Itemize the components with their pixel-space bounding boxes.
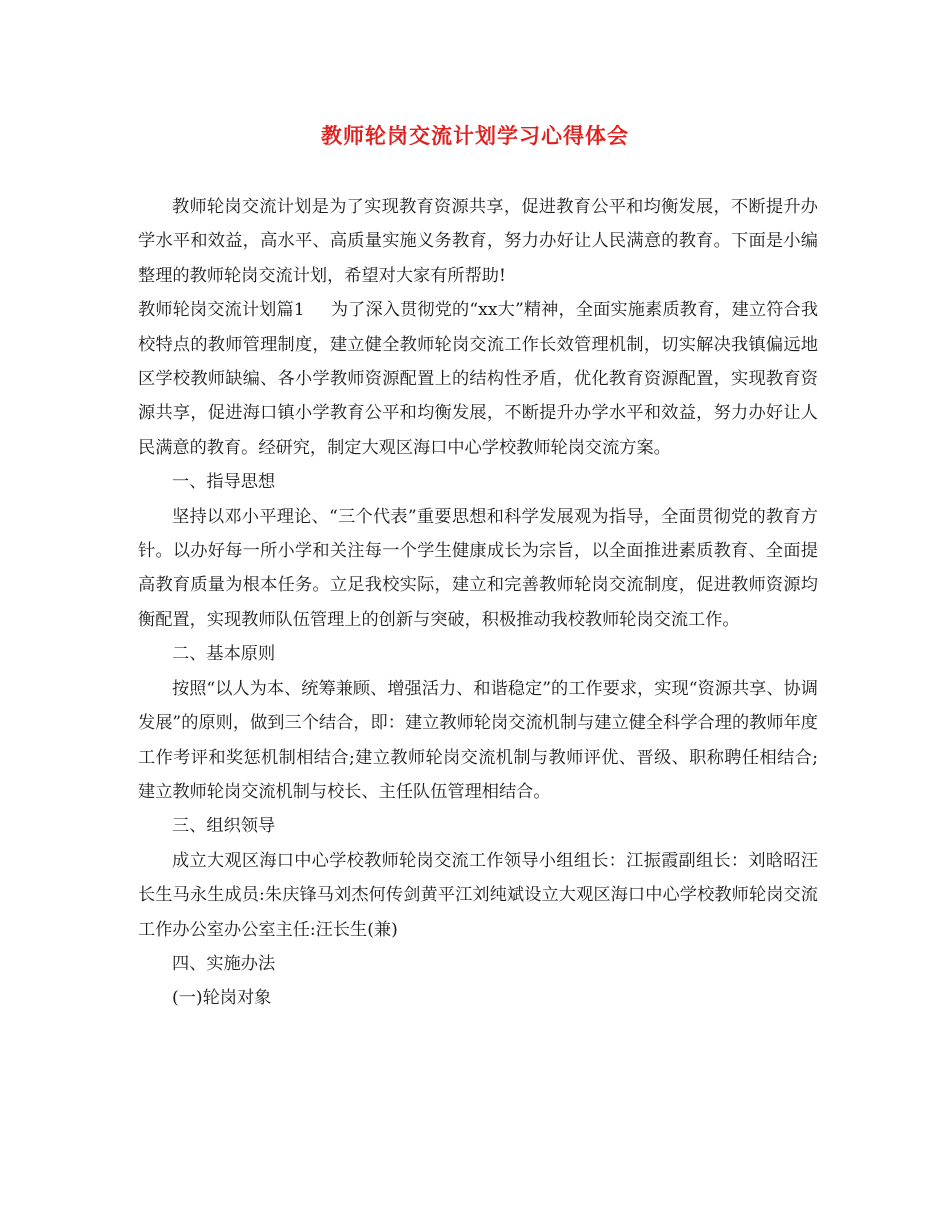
plan-heading: 教师轮岗交流计划篇1 [138,300,305,321]
plan-text: 为了深入贯彻党的“xx大”精神，全面实施素质教育，建立符合我校特点的教师管理制度，建立健全教师轮岗交流工作长效管理机制，切实解决我镇偏远地区学校教师缺编、各小学教师资源配置上的结构性矛盾，优化教育资源配置，实现教育资源共享，促进海口镇小学教育公平和均衡发展，不断提升办学水平和效益，努力办好让人民满意的教育。经研究，制定大观区海口中心学校教师轮岗交流方案。 [138,300,819,458]
section-heading: 四、实施办法 [172,953,276,974]
section-paragraph: 坚持以邓小平理论、“三个代表”重要思想和科学发展观为指导，全面贯彻党的教育方针。以办好每一所小学和关注每一个学生健康成长为宗旨，以全面推进素质教育、全面提高教育质量为根本任务。立足我校实际，建立和完善教师轮岗交流制度，促进教师资源均衡配置，实现教师队伍管理上的创新与突破，积极推动我校教师轮岗交流工作。 [138,506,818,630]
section-paragraph: 成立大观区海口中心学校教师轮岗交流工作领导小组组长：江振霞副组长：刘晗昭汪长生马永生成员:朱庆锋马刘杰何传剑黄平江刘纯斌设立大观区海口中心学校教师轮岗交流工作办公室办公室主任:汪长生(兼) [138,850,818,940]
section-paragraph: 按照“以人为本、统筹兼顾、增强活力、和谐稳定”的工作要求，实现“资源共享、协调发展”的原则，做到三个结合，即：建立教师轮岗交流机制与建立健全科学合理的教师年度工作考评和奖惩机制相结合;建立教师轮岗交流机制与教师评优、晋级、职称聘任相结合;建立教师轮岗交流机制与校长、主任队伍管理相结合。 [138,678,818,802]
subsection-heading: (一)轮岗对象 [172,988,272,1009]
intro-paragraph: 教师轮岗交流计划是为了实现教育资源共享，促进教育公平和均衡发展，不断提升办学水平和效益，高水平、高质量实施义务教育，努力办好让人民满意的教育。下面是小编整理的教师轮岗交流计划，希望对大家有所帮助! [138,197,818,286]
section-heading: 三、组织领导 [172,816,276,837]
section-heading: 一、指导思想 [172,472,276,493]
document-title: 教师轮岗交流计划学习心得体会 [321,123,629,148]
section-heading: 二、基本原则 [172,644,276,665]
document-body [138,190,818,1016]
plan-paragraph [138,293,818,465]
